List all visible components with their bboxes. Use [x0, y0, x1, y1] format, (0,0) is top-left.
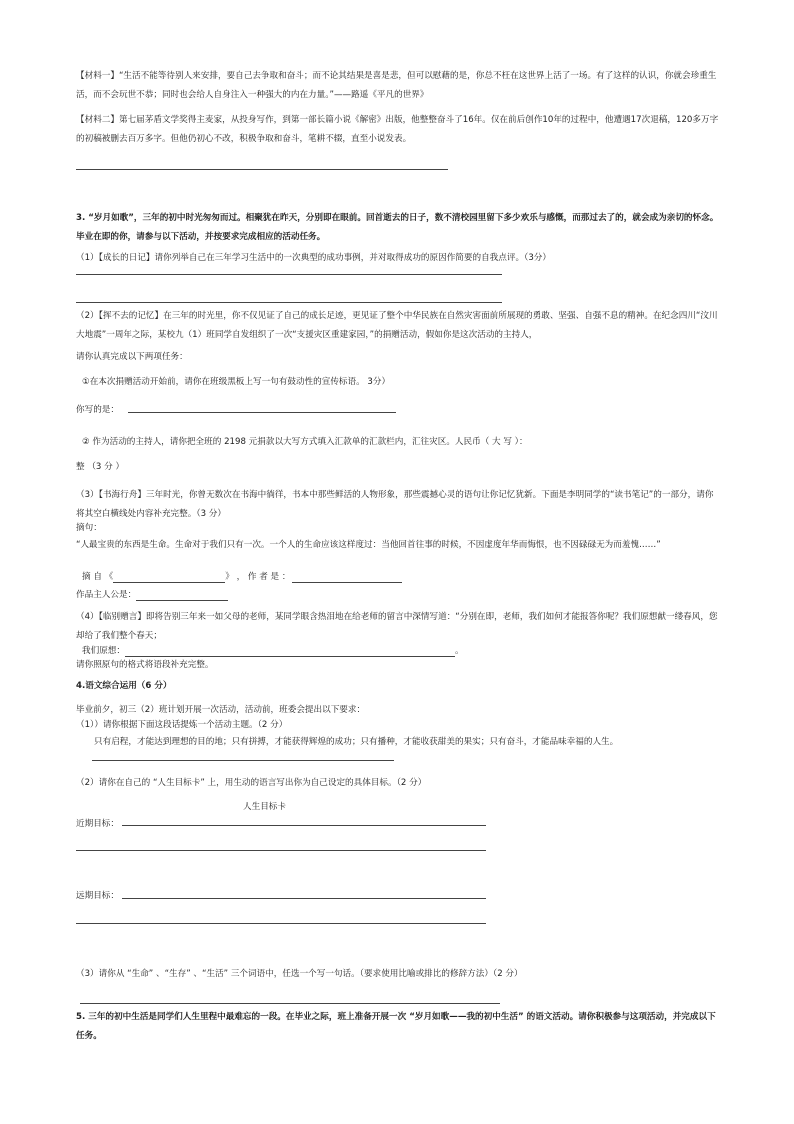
q3-part3: （3）【书海行舟】三年时光，你曾无数次在书海中徜徉，书本中那些鲜活的人物形象，那些震撼心灵的语句让你记忆犹新。下面是李明同学的“读书笔记”的一部分，请你将其空白横线处内容补充完整。（3 分）	[76, 490, 714, 519]
q3-part2: （2）【挥不去的记忆】在三年的时光里，你不仅见证了自己的成长足迹，更见证了整个中华民族在自然灾害面前所展现的勇敢、坚强、自强不息的精神。在纪念四川“汶川大地震”一周年之际，某校九（1）班同学自发组织了一次“支援灾区重建家园，”的捐赠活动，假如你是这次活动的主持人，	[76, 311, 718, 340]
character-blank	[136, 590, 228, 601]
far-goal-line	[122, 898, 486, 899]
q3-part2-end: 整 （3 分 ）	[76, 462, 125, 472]
q3-part2-task-a: ①在本次捐赠活动开始前，请你在班级黑板上写一句有鼓动性的宣传标语。 3分）	[82, 377, 391, 387]
q3-part4-line	[82, 645, 464, 657]
answer-line	[76, 302, 502, 303]
slogan-answer-line	[128, 412, 396, 413]
book-title-blank	[113, 572, 225, 583]
q3-part2-ask: 请你认真完成以下两项任务：	[76, 352, 188, 362]
q4-part3: （3）请你从 “生命” 、“生存” 、“生活” 三个词语中，任选一个写一句话。（要求使用比喻或排比的修辞方法）（2 分）	[76, 969, 523, 979]
answer-line	[76, 169, 448, 170]
q4-intro: 毕业前夕，初三（2）班计划开展一次活动，活动前，班委会提出以下要求：	[76, 705, 366, 715]
near-goal-label: 近期目标：	[76, 819, 119, 829]
author-blank	[292, 572, 402, 583]
q3-part4: （4）【临别赠言】即将告别三年来一如父母的老师，某同学眼含热泪地在给老师的留言中深情写道：“分别在即，老师，我们如何才能报答你呢？我们原想献一缕春风，您却给了我们整个春天；	[76, 612, 718, 641]
goal-card-title: 人生目标卡	[243, 802, 286, 812]
q4-part2: （2）请你在自己的 “人生目标卡” 上，用生动的语言写出你为自己设定的具体目标。（2 分）	[76, 778, 427, 788]
material-one: 【材料一】“生活不能等待别人来安排，要自己去争取和奋斗；而不论其结果是喜是悲，但可以慰藉的是，你总不枉在这世界上活了一场。有了这样的认识，你就会珍重生活，而不会玩世不恭；同时也会给人自身注入一种强大的内在力量。”——路遥《平凡的世界》	[76, 71, 717, 100]
q3-part2-task-b: ② 作为活动的主持人，请你把全班的 2198 元捐款以大写方式填入汇款单的汇款栏内，汇往灾区。人民币（ 大 写 ）：	[82, 437, 528, 447]
part4-end: 。	[454, 646, 464, 656]
from-prefix: 摘 自 《	[82, 572, 114, 582]
q5-intro: 5. 三年的初中生活是同学们人生里程中最难忘的一段。在毕业之际，班上准备开展一次 “岁月如歌——我的初中生活” 的语文活动。请你积极参与这项活动，并完成以下任务。	[76, 1012, 716, 1041]
near-goal-line	[76, 850, 486, 851]
q4-part1-text: 只有启程，才能达到理想的目的地；只有拼搏，才能获得辉煌的成功；只有播种，才能收获甜美的果实；只有奋斗，才能品味幸福的人生。	[94, 737, 619, 747]
q3-part3-label: 摘句：	[76, 523, 102, 533]
q3-part3-from	[82, 571, 402, 583]
q3-part3-quote: “人最宝贵的东西是生命。生命对于我们只有一次。一个人的生命应该这样度过：当他回首往事的时候，不因虚度年华而悔恨，也不因碌碌无为而羞愧……”	[76, 540, 661, 550]
from-suffix: 》 ， 作 者 是 ：	[225, 572, 291, 582]
q3-part1: （1）【成长的日记】请你列举自己在三年学习生活中的一次典型的成功事例，并对取得成功的原因作简要的自我点评。（3分）	[76, 253, 551, 263]
character-label: 作品主人公是：	[76, 590, 137, 600]
part4-label: 我们原想：	[82, 646, 125, 656]
part4-blank	[125, 646, 455, 657]
material-two: 【材料二】第七届茅盾文学奖得主麦家，从投身写作，到第一部长篇小说《解密》出版，他整整奋斗了16年。仅在前后创作10年的过程中，他遭遇17次退稿，120多万字的初稿被删去百万多字。但他仍初心不改，积极争取和奋斗，笔耕不辍，直至小说发表。	[76, 115, 719, 144]
q4-part1: （1））请你根据下面这段话提炼一个活动主题。（2 分）	[76, 720, 288, 730]
q3-part4-ask: 请你照原句的格式将语段补充完整。	[76, 660, 214, 670]
far-goal-label: 远期目标：	[76, 891, 119, 901]
q3-intro: 3. “岁月如歌”，三年的初中时光匆匆而过。相聚犹在昨天，分别即在眼前。回首逝去的日子，数不清校园里留下多少欢乐与感慨，而那过去了的，就会成为亲切的怀念。毕业在即的你，请参与以下活动，并按要求完成相应的活动任务。	[76, 213, 719, 242]
far-goal-line	[76, 923, 486, 924]
theme-answer-line	[92, 760, 394, 761]
near-goal-line	[122, 825, 486, 826]
q4-title: 4.语文综合运用（6 分）	[76, 681, 172, 691]
q3-part3-character	[76, 589, 228, 601]
q3-part2-label: 你写的是：	[76, 405, 119, 415]
sentence-answer-line	[80, 1003, 500, 1004]
answer-line	[76, 274, 502, 275]
